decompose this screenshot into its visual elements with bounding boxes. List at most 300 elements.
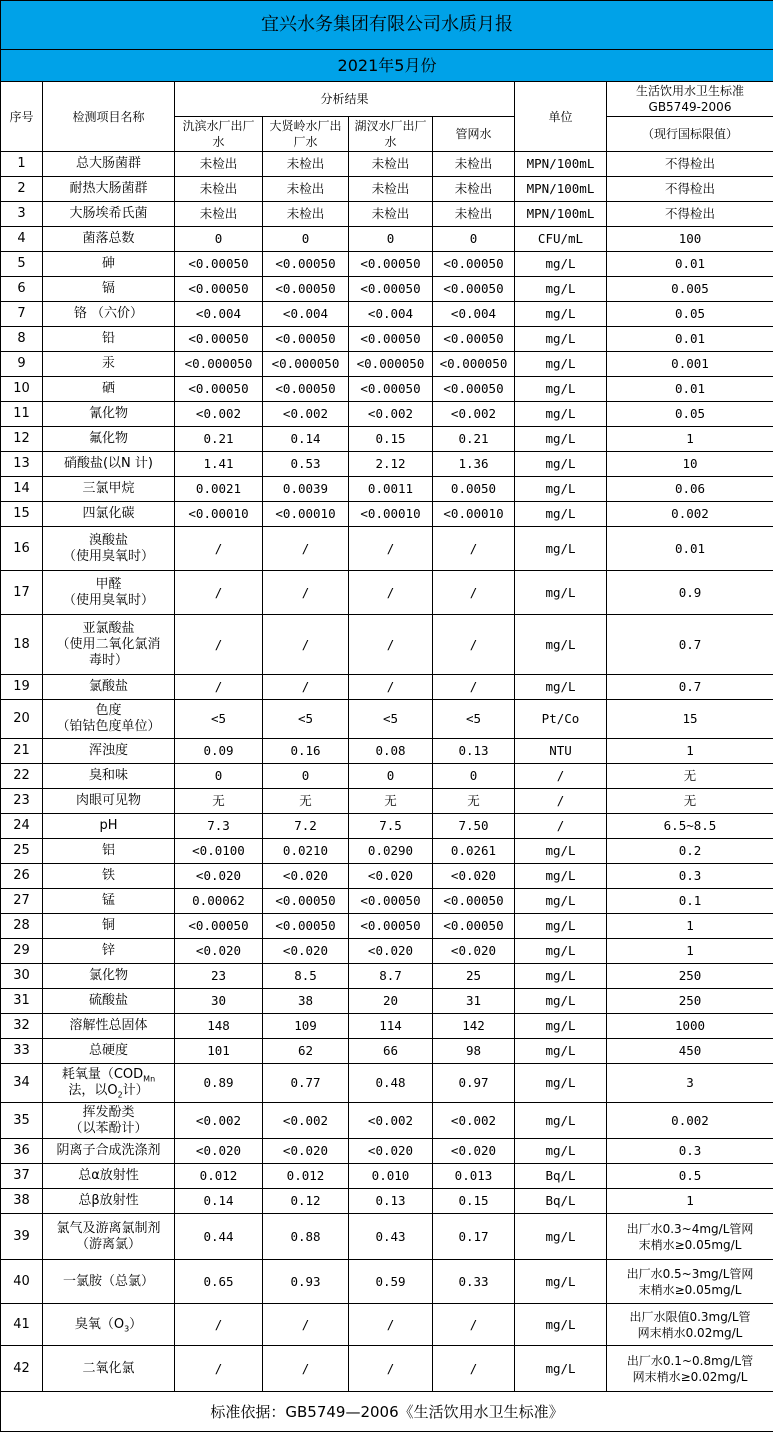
row-number: 3 bbox=[1, 202, 43, 227]
row-number: 16 bbox=[1, 527, 43, 571]
result-plant3: <0.000050 bbox=[349, 352, 433, 377]
item-name-text: （使用臭氧时） bbox=[63, 593, 154, 608]
unit-cell: mg/L bbox=[515, 1014, 607, 1039]
standard-limit-line: 0.2 bbox=[609, 843, 771, 859]
item-name-line bbox=[45, 768, 172, 784]
item-name-text: 总β放射性 bbox=[78, 1193, 138, 1208]
item-name bbox=[43, 177, 175, 202]
standard-limit-line: 0.001 bbox=[609, 356, 771, 372]
standard-limit-line: 0.7 bbox=[609, 679, 771, 695]
standard-limit-line: 0.05 bbox=[609, 406, 771, 422]
item-name-line bbox=[45, 1043, 172, 1059]
standard-limit-line: 15 bbox=[609, 711, 771, 727]
col-header-standard bbox=[607, 82, 773, 117]
table-row bbox=[1, 477, 773, 502]
row-number: 13 bbox=[1, 452, 43, 477]
standard-limit-line: 网末梢水0.02mg/L bbox=[609, 1325, 771, 1341]
result-plant4: <0.00050 bbox=[433, 327, 515, 352]
result-plant2: <5 bbox=[263, 700, 349, 739]
standard-limit bbox=[607, 252, 773, 277]
standard-limit-line: 1 bbox=[609, 918, 771, 934]
item-name bbox=[43, 477, 175, 502]
item-name-line bbox=[45, 206, 172, 222]
item-name-line bbox=[45, 549, 172, 565]
result-plant4: 1.36 bbox=[433, 452, 515, 477]
result-plant4: / bbox=[433, 527, 515, 571]
item-name-text: （铂钴色度单位） bbox=[56, 719, 160, 734]
standard-limit bbox=[607, 452, 773, 477]
unit-cell: mg/L bbox=[515, 864, 607, 889]
result-plant1: 0.14 bbox=[175, 1189, 263, 1214]
result-plant3: 8.7 bbox=[349, 964, 433, 989]
result-plant3: <0.020 bbox=[349, 939, 433, 964]
standard-limit-line: 0.3 bbox=[609, 1143, 771, 1159]
unit-cell: mg/L bbox=[515, 989, 607, 1014]
item-name bbox=[43, 1260, 175, 1304]
unit-cell: mg/L bbox=[515, 527, 607, 571]
unit-cell: Pt/Co bbox=[515, 700, 607, 739]
result-plant1: <0.00050 bbox=[175, 277, 263, 302]
item-name bbox=[43, 814, 175, 839]
item-name bbox=[43, 739, 175, 764]
standard-limit-line: 1 bbox=[609, 743, 771, 759]
result-plant4: 0.17 bbox=[433, 1214, 515, 1260]
standard-limit-line: 0.002 bbox=[609, 506, 771, 522]
result-plant3: <0.00050 bbox=[349, 377, 433, 402]
table-row bbox=[1, 814, 773, 839]
result-plant1: <0.00050 bbox=[175, 252, 263, 277]
unit-cell: mg/L bbox=[515, 939, 607, 964]
result-plant2: 未检出 bbox=[263, 177, 349, 202]
table-row bbox=[1, 302, 773, 327]
result-plant4: <0.00050 bbox=[433, 914, 515, 939]
item-name-line bbox=[45, 231, 172, 247]
item-name-text: 氯酸盐 bbox=[89, 679, 128, 694]
standard-limit-line: 0.9 bbox=[609, 585, 771, 601]
item-name bbox=[43, 1139, 175, 1164]
result-plant3: 0.13 bbox=[349, 1189, 433, 1214]
standard-limit-line: 0.01 bbox=[609, 331, 771, 347]
table-row bbox=[1, 352, 773, 377]
table-row bbox=[1, 377, 773, 402]
row-number: 31 bbox=[1, 989, 43, 1014]
table-row bbox=[1, 615, 773, 675]
item-name-text: 氯化物 bbox=[89, 968, 128, 983]
item-name-text: 大肠埃希氏菌 bbox=[69, 206, 147, 221]
row-number: 7 bbox=[1, 302, 43, 327]
row-number: 17 bbox=[1, 571, 43, 615]
result-plant3: <0.020 bbox=[349, 1139, 433, 1164]
result-plant4: 31 bbox=[433, 989, 515, 1014]
unit-cell: mg/L bbox=[515, 964, 607, 989]
item-name-line bbox=[45, 818, 172, 834]
result-plant1: / bbox=[175, 571, 263, 615]
result-plant4: 0.15 bbox=[433, 1189, 515, 1214]
result-plant2: 0.16 bbox=[263, 739, 349, 764]
item-name-text: 四氯化碳 bbox=[82, 506, 134, 521]
standard-limit-line: 出厂水限值0.3mg/L管 bbox=[609, 1309, 771, 1325]
unit-cell: MPN/100mL bbox=[515, 177, 607, 202]
item-name-text: 溴酸盐 bbox=[89, 533, 128, 548]
result-plant3: <0.00010 bbox=[349, 502, 433, 527]
result-plant1: / bbox=[175, 1304, 263, 1346]
item-name-line bbox=[45, 918, 172, 934]
row-number: 27 bbox=[1, 889, 43, 914]
result-plant1: 0.09 bbox=[175, 739, 263, 764]
row-number: 15 bbox=[1, 502, 43, 527]
result-plant4: / bbox=[433, 675, 515, 700]
unit-cell: mg/L bbox=[515, 477, 607, 502]
result-plant2: <0.020 bbox=[263, 939, 349, 964]
result-plant3: 未检出 bbox=[349, 202, 433, 227]
standard-limit-line: 100 bbox=[609, 231, 771, 247]
result-plant4: 未检出 bbox=[433, 202, 515, 227]
unit-cell: Bq/L bbox=[515, 1189, 607, 1214]
result-plant3: <0.004 bbox=[349, 302, 433, 327]
standard-limit-line: 10 bbox=[609, 456, 771, 472]
table-row bbox=[1, 889, 773, 914]
table-row bbox=[1, 1103, 773, 1139]
item-name-text: 肉眼可见物 bbox=[76, 793, 141, 808]
result-plant2: 未检出 bbox=[263, 152, 349, 177]
item-name-text: 锰 bbox=[102, 893, 115, 908]
unit-cell: mg/L bbox=[515, 839, 607, 864]
result-plant4: <0.00050 bbox=[433, 277, 515, 302]
table-row bbox=[1, 202, 773, 227]
item-name bbox=[43, 1064, 175, 1103]
result-plant1: <0.000050 bbox=[175, 352, 263, 377]
item-name-line bbox=[45, 1121, 172, 1137]
item-name bbox=[43, 377, 175, 402]
table-row bbox=[1, 739, 773, 764]
result-plant2: 62 bbox=[263, 1039, 349, 1064]
row-number: 19 bbox=[1, 675, 43, 700]
standard-limit-line: 0.1 bbox=[609, 893, 771, 909]
table-row bbox=[1, 527, 773, 571]
result-plant3: <0.00050 bbox=[349, 277, 433, 302]
unit-cell: mg/L bbox=[515, 427, 607, 452]
unit-cell: mg/L bbox=[515, 302, 607, 327]
unit-cell: MPN/100mL bbox=[515, 152, 607, 177]
result-plant4: 0.13 bbox=[433, 739, 515, 764]
row-number: 42 bbox=[1, 1346, 43, 1392]
standard-limit bbox=[607, 502, 773, 527]
result-plant2: 7.2 bbox=[263, 814, 349, 839]
result-plant1: 0.65 bbox=[175, 1260, 263, 1304]
table-row bbox=[1, 789, 773, 814]
result-plant2: / bbox=[263, 527, 349, 571]
item-name bbox=[43, 227, 175, 252]
standard-limit-line: 不得检出 bbox=[609, 181, 771, 197]
item-name-tail: ） bbox=[129, 1317, 142, 1332]
result-plant2: / bbox=[263, 615, 349, 675]
item-name-line bbox=[45, 506, 172, 522]
result-plant2: <0.00050 bbox=[263, 377, 349, 402]
standard-limit bbox=[607, 402, 773, 427]
item-name bbox=[43, 864, 175, 889]
result-plant3: <0.002 bbox=[349, 402, 433, 427]
item-name-text: 溶解性总固体 bbox=[69, 1018, 147, 1033]
standard-limit bbox=[607, 377, 773, 402]
row-number: 40 bbox=[1, 1260, 43, 1304]
item-name-text: 铜 bbox=[102, 918, 115, 933]
item-name-text: 硫酸盐 bbox=[89, 993, 128, 1008]
result-plant2: <0.00050 bbox=[263, 327, 349, 352]
item-name bbox=[43, 914, 175, 939]
result-plant1: 0.0021 bbox=[175, 477, 263, 502]
item-name bbox=[43, 1039, 175, 1064]
result-plant4: 0.013 bbox=[433, 1164, 515, 1189]
unit-cell: mg/L bbox=[515, 889, 607, 914]
result-plant1: / bbox=[175, 527, 263, 571]
result-plant1: 30 bbox=[175, 989, 263, 1014]
unit-cell: mg/L bbox=[515, 327, 607, 352]
table-row bbox=[1, 502, 773, 527]
row-number: 6 bbox=[1, 277, 43, 302]
unit-cell: Bq/L bbox=[515, 1164, 607, 1189]
row-number: 28 bbox=[1, 914, 43, 939]
unit-cell: mg/L bbox=[515, 1039, 607, 1064]
result-plant4: <0.002 bbox=[433, 1103, 515, 1139]
row-number: 14 bbox=[1, 477, 43, 502]
item-name-text: 氟化物 bbox=[89, 431, 128, 446]
unit-cell: mg/L bbox=[515, 1064, 607, 1103]
item-name bbox=[43, 1304, 175, 1346]
result-plant2: 0 bbox=[263, 227, 349, 252]
result-plant2: 109 bbox=[263, 1014, 349, 1039]
standard-limit bbox=[607, 1039, 773, 1064]
item-name-line bbox=[45, 281, 172, 297]
item-name-line bbox=[45, 306, 172, 322]
result-plant3: 0 bbox=[349, 227, 433, 252]
item-name-line bbox=[45, 1105, 172, 1121]
item-name-text: 铝 bbox=[102, 843, 115, 858]
item-name bbox=[43, 789, 175, 814]
result-plant3: / bbox=[349, 615, 433, 675]
row-number: 32 bbox=[1, 1014, 43, 1039]
standard-limit bbox=[607, 764, 773, 789]
result-plant1: <0.020 bbox=[175, 864, 263, 889]
result-plant3: / bbox=[349, 571, 433, 615]
report-title: 宜兴水务集团有限公司水质月报 bbox=[1, 1, 773, 50]
standard-limit bbox=[607, 1014, 773, 1039]
col-header-standard-note: （现行国标限值） bbox=[607, 117, 773, 152]
result-plant1: 0 bbox=[175, 227, 263, 252]
item-name bbox=[43, 302, 175, 327]
result-plant1: <0.002 bbox=[175, 402, 263, 427]
row-number: 25 bbox=[1, 839, 43, 864]
result-plant4: 0 bbox=[433, 227, 515, 252]
standard-limit bbox=[607, 814, 773, 839]
item-name bbox=[43, 202, 175, 227]
result-plant4: 未检出 bbox=[433, 177, 515, 202]
row-number: 29 bbox=[1, 939, 43, 964]
col-header-plant2: 大贤岭水厂出厂水 bbox=[263, 117, 349, 152]
item-name-text: 法，以O bbox=[68, 1083, 117, 1098]
item-name-line: 毒时） bbox=[45, 653, 172, 669]
row-number: 5 bbox=[1, 252, 43, 277]
result-plant4: 0.21 bbox=[433, 427, 515, 452]
row-number: 26 bbox=[1, 864, 43, 889]
row-number: 30 bbox=[1, 964, 43, 989]
result-plant2: / bbox=[263, 1304, 349, 1346]
result-plant1: 23 bbox=[175, 964, 263, 989]
unit-cell: mg/L bbox=[515, 914, 607, 939]
result-plant2: 8.5 bbox=[263, 964, 349, 989]
standard-limit bbox=[607, 889, 773, 914]
item-name-line bbox=[45, 1143, 172, 1159]
standard-limit-line: 出厂水0.5~3mg/L管网 bbox=[609, 1266, 771, 1282]
table-row bbox=[1, 427, 773, 452]
unit-cell: mg/L bbox=[515, 1304, 607, 1346]
result-plant4: <0.000050 bbox=[433, 352, 515, 377]
standard-limit-line: 出厂水0.3~4mg/L管网 bbox=[609, 1221, 771, 1237]
item-name bbox=[43, 152, 175, 177]
item-name-text: 耐热大肠菌群 bbox=[69, 181, 147, 196]
item-name-text: 挥发酚类 bbox=[82, 1105, 134, 1120]
item-name-line bbox=[45, 481, 172, 497]
item-name-line bbox=[45, 621, 172, 637]
standard-limit bbox=[607, 571, 773, 615]
row-number: 36 bbox=[1, 1139, 43, 1164]
result-plant1: 148 bbox=[175, 1014, 263, 1039]
table-row bbox=[1, 914, 773, 939]
item-name bbox=[43, 252, 175, 277]
row-number: 39 bbox=[1, 1214, 43, 1260]
result-plant3: <5 bbox=[349, 700, 433, 739]
row-number: 35 bbox=[1, 1103, 43, 1139]
row-number: 24 bbox=[1, 814, 43, 839]
item-name-line bbox=[45, 356, 172, 372]
result-plant1: <0.00050 bbox=[175, 377, 263, 402]
standard-limit-line: 0.06 bbox=[609, 481, 771, 497]
item-name bbox=[43, 989, 175, 1014]
standard-limit bbox=[607, 1346, 773, 1392]
item-name-text: 三氯甲烷 bbox=[82, 481, 134, 496]
result-plant2: 0.93 bbox=[263, 1260, 349, 1304]
item-name-text: 浑浊度 bbox=[89, 743, 128, 758]
result-plant2: 0.77 bbox=[263, 1064, 349, 1103]
result-plant3: 未检出 bbox=[349, 152, 433, 177]
table-row bbox=[1, 1064, 773, 1103]
result-plant2: <0.004 bbox=[263, 302, 349, 327]
item-name bbox=[43, 615, 175, 675]
standard-limit bbox=[607, 864, 773, 889]
unit-cell: mg/L bbox=[515, 1103, 607, 1139]
standard-limit bbox=[607, 352, 773, 377]
result-plant1: / bbox=[175, 675, 263, 700]
item-name-text: 铁 bbox=[102, 868, 115, 883]
unit-cell: mg/L bbox=[515, 277, 607, 302]
standard-limit-line: 出厂水0.1~0.8mg/L管 bbox=[609, 1353, 771, 1369]
row-number: 12 bbox=[1, 427, 43, 452]
item-name-line bbox=[45, 1193, 172, 1209]
unit-cell: mg/L bbox=[515, 1260, 607, 1304]
item-name bbox=[43, 402, 175, 427]
result-plant1: <0.004 bbox=[175, 302, 263, 327]
result-plant2: 0.14 bbox=[263, 427, 349, 452]
item-name-line bbox=[45, 1274, 172, 1290]
standard-limit-line: 网末梢水≥0.02mg/L bbox=[609, 1369, 771, 1385]
standard-limit bbox=[607, 964, 773, 989]
item-name bbox=[43, 1189, 175, 1214]
standard-limit bbox=[607, 914, 773, 939]
standard-limit bbox=[607, 615, 773, 675]
result-plant1: 0.00062 bbox=[175, 889, 263, 914]
result-plant4: <0.020 bbox=[433, 864, 515, 889]
result-plant3: <0.020 bbox=[349, 864, 433, 889]
result-plant2: 0.88 bbox=[263, 1214, 349, 1260]
item-name-text: （使用二氧化氯消 bbox=[56, 637, 160, 652]
result-plant4: <0.00050 bbox=[433, 889, 515, 914]
standard-limit-line: 1 bbox=[609, 431, 771, 447]
unit-cell: mg/L bbox=[515, 675, 607, 700]
result-plant1: <0.0100 bbox=[175, 839, 263, 864]
result-plant1: 101 bbox=[175, 1039, 263, 1064]
result-plant1: / bbox=[175, 615, 263, 675]
item-name-text: 一氯胺（总氯） bbox=[63, 1274, 154, 1289]
standard-limit-line: 末梢水≥0.05mg/L bbox=[609, 1282, 771, 1298]
item-name bbox=[43, 1214, 175, 1260]
result-plant2: 未检出 bbox=[263, 202, 349, 227]
standard-limit-line: 0.01 bbox=[609, 256, 771, 272]
result-plant1: <0.00010 bbox=[175, 502, 263, 527]
table-row bbox=[1, 1260, 773, 1304]
result-plant4: <0.00010 bbox=[433, 502, 515, 527]
item-name-line bbox=[45, 703, 172, 719]
result-plant1: 无 bbox=[175, 789, 263, 814]
result-plant2: 0.53 bbox=[263, 452, 349, 477]
unit-cell: mg/L bbox=[515, 352, 607, 377]
result-plant4: <0.00050 bbox=[433, 377, 515, 402]
item-name-line bbox=[45, 577, 172, 593]
item-name-line bbox=[45, 993, 172, 1009]
row-number: 8 bbox=[1, 327, 43, 352]
row-number: 9 bbox=[1, 352, 43, 377]
result-plant3: <0.00050 bbox=[349, 327, 433, 352]
result-plant4: 25 bbox=[433, 964, 515, 989]
item-name-text: 镉 bbox=[102, 281, 115, 296]
standard-limit bbox=[607, 427, 773, 452]
row-number: 1 bbox=[1, 152, 43, 177]
item-name bbox=[43, 1346, 175, 1392]
table-row bbox=[1, 402, 773, 427]
result-plant3: <0.002 bbox=[349, 1103, 433, 1139]
item-name-line bbox=[45, 1067, 172, 1083]
result-plant2: 0.0210 bbox=[263, 839, 349, 864]
col-header-plant1: 氿滨水厂出厂水 bbox=[175, 117, 263, 152]
result-plant1: 0 bbox=[175, 764, 263, 789]
table-row bbox=[1, 1346, 773, 1392]
standard-limit bbox=[607, 675, 773, 700]
standard-limit bbox=[607, 700, 773, 739]
item-name-text: 硝酸盐(以N 计) bbox=[64, 456, 153, 471]
item-name-line bbox=[45, 431, 172, 447]
unit-cell: NTU bbox=[515, 739, 607, 764]
standard-limit bbox=[607, 327, 773, 352]
result-plant2: 0.012 bbox=[263, 1164, 349, 1189]
item-name-text: 铅 bbox=[102, 331, 115, 346]
table-row bbox=[1, 252, 773, 277]
item-name-text: 菌落总数 bbox=[82, 231, 134, 246]
table-row bbox=[1, 1214, 773, 1260]
standard-limit-line: 1000 bbox=[609, 1018, 771, 1034]
row-number: 20 bbox=[1, 700, 43, 739]
col-header-seq: 序号 bbox=[1, 82, 43, 152]
item-name-line bbox=[45, 793, 172, 809]
table-row bbox=[1, 989, 773, 1014]
result-plant4: 0.97 bbox=[433, 1064, 515, 1103]
